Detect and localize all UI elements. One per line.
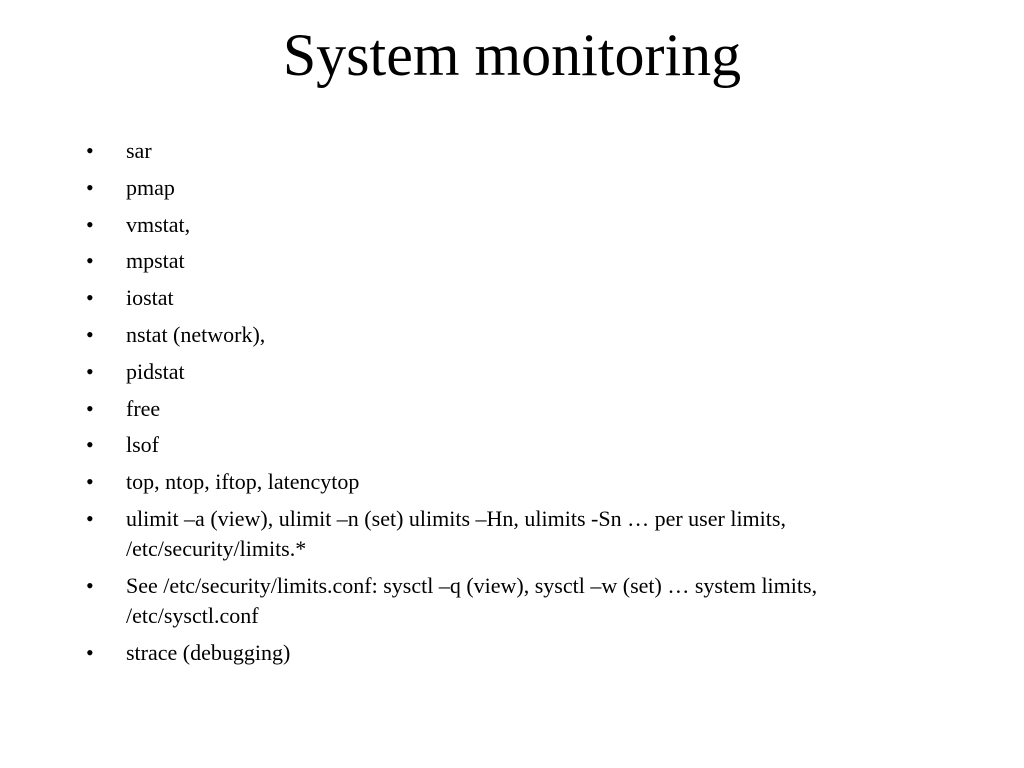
bullet-list: [86, 136, 936, 674]
bullet-icon: •: [86, 572, 94, 598]
bullet-text: nstat (network),: [126, 321, 266, 347]
bullet-item: [86, 210, 936, 240]
bullet-item: [86, 467, 936, 497]
bullet-item: [86, 136, 936, 166]
bullet-item: [86, 246, 936, 276]
bullet-item: [86, 320, 936, 350]
bullet-item: [86, 638, 936, 668]
bullet-icon: •: [86, 248, 94, 274]
bullet-item: [86, 430, 936, 460]
bullet-text: lsof: [126, 432, 159, 458]
bullet-text: vmstat,: [126, 211, 191, 237]
bullet-icon: •: [86, 395, 94, 421]
bullet-text: pmap: [126, 174, 175, 200]
bullet-icon: •: [86, 211, 94, 237]
bullet-text: mpstat: [126, 248, 185, 274]
bullet-item: [86, 173, 936, 203]
bullet-icon: •: [86, 358, 94, 384]
bullet-icon: •: [86, 432, 94, 458]
bullet-item: [86, 571, 936, 631]
bullet-icon: •: [86, 285, 94, 311]
bullet-icon: •: [86, 174, 94, 200]
bullet-icon: •: [86, 639, 94, 665]
bullet-text: strace (debugging): [126, 639, 291, 665]
bullet-text: ulimit –a (view), ulimit –n (set) ulimits –Hn, ulimits -Sn … per user limits, /etc/security/limits.*: [126, 505, 786, 561]
slide-title: System monitoring: [282, 22, 742, 88]
bullet-item: [86, 283, 936, 313]
bullet-icon: •: [86, 321, 94, 347]
bullet-text: free: [126, 395, 161, 421]
bullet-item: [86, 394, 936, 424]
bullet-text: pidstat: [126, 358, 185, 384]
bullet-text: See /etc/security/limits.conf: sysctl –q (view), sysctl –w (set) … system limits, /etc/sysctl.conf: [126, 572, 818, 628]
bullet-text: top, ntop, iftop, latencytop: [126, 469, 360, 495]
bullet-icon: •: [86, 505, 94, 531]
bullet-item: [86, 357, 936, 387]
bullet-text: sar: [126, 138, 152, 163]
bullet-item: [86, 504, 936, 564]
bullet-icon: •: [86, 469, 94, 495]
bullet-icon: •: [86, 138, 94, 163]
bullet-text: iostat: [126, 285, 174, 311]
